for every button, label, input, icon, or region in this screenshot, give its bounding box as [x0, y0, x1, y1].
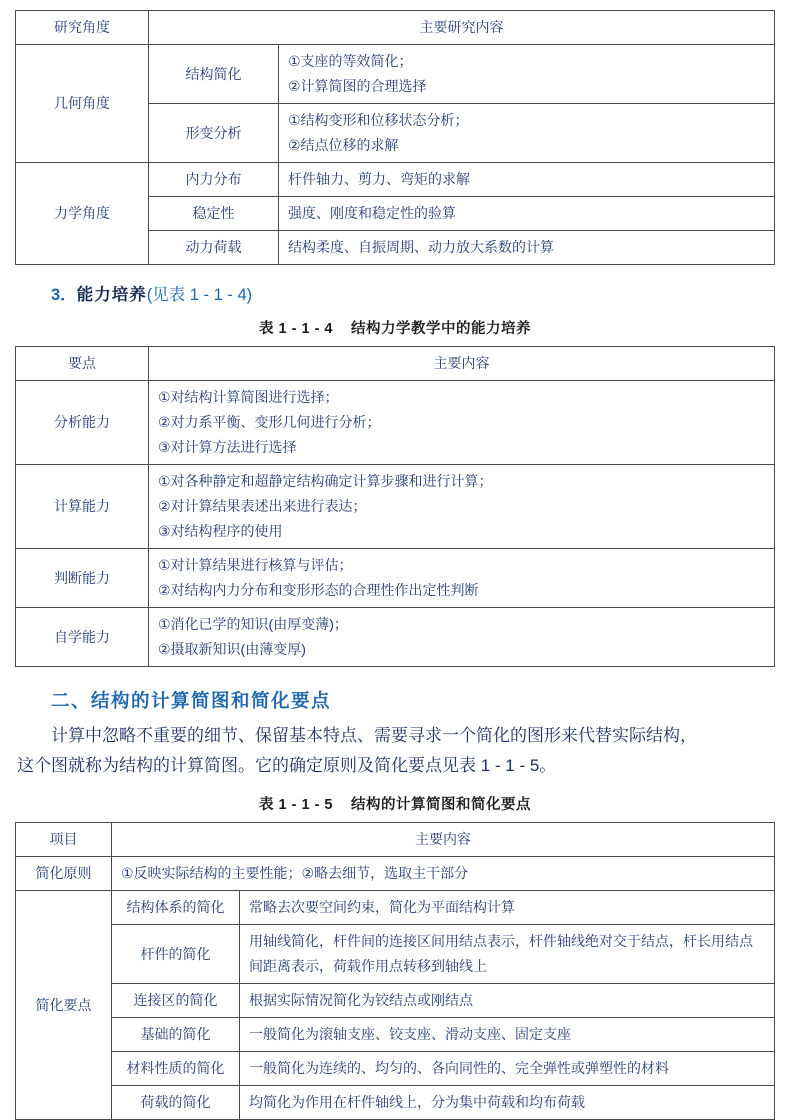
table-row: [16, 925, 775, 984]
header-cell-research-angle: 研究角度: [16, 11, 149, 45]
header-cell-item: 项目: [16, 823, 112, 857]
cell-content: 杆件轴力、剪力、弯矩的求解: [279, 163, 775, 197]
table-row: [16, 891, 775, 925]
cell-sub-label: 动力荷载: [149, 231, 279, 265]
table-row: [16, 1018, 775, 1052]
table-caption-1-1-5: [15, 793, 775, 814]
cell-sub-label: 结构简化: [149, 45, 279, 104]
table-header-row: [16, 11, 775, 45]
header-cell-main-content: 主要研究内容: [149, 11, 775, 45]
caption-number: 表 1 - 1 - 5: [259, 797, 333, 813]
body-paragraph: 计算中忽略不重要的细节、保留基本特点、需要寻求一个简化的图形来代替实际结构， 这个图就称为结构的计算简图。它的确定原则及简化要点见表 1 - 1 - 5。: [17, 726, 697, 775]
table-header-row: [16, 347, 775, 381]
cell-sub-label: 荷载的简化: [112, 1086, 240, 1120]
header-cell-keypoint: 要点: [16, 347, 149, 381]
cell-content: 用轴线简化，杆件间的连接区间用结点表示，杆件轴线绝对交于结点，杆长用结点间距离表示，荷载作用点转移到轴线上: [240, 925, 775, 984]
section-number: 3．: [51, 286, 77, 304]
cell-content: ①消化已学的知识(由厚变薄)； ②摄取新知识(由薄变厚): [149, 608, 775, 667]
cell-sub-label: 稳定性: [149, 197, 279, 231]
cell-principle-label: 简化原则: [16, 857, 112, 891]
cell-content: 一般简化为连续的、均匀的、各向同性的、完全弹性或弹塑性的材料: [240, 1052, 775, 1086]
cell-sub-label: 结构体系的简化: [112, 891, 240, 925]
cell-content: ①对结构计算简图进行选择； ②对力系平衡、变形几何进行分析； ③对计算方法进行选择: [149, 381, 775, 465]
table-row: [16, 163, 775, 197]
cell-content: ①对计算结果进行核算与评估； ②对结构内力分布和变形形态的合理性作出定性判断: [149, 549, 775, 608]
header-cell-main-content: 主要内容: [112, 823, 775, 857]
table-row: [16, 1052, 775, 1086]
table-header-row: [16, 823, 775, 857]
cell-content: 根据实际情况简化为铰结点或刚结点: [240, 984, 775, 1018]
cell-content: 一般简化为滚轴支座、铰支座、滑动支座、固定支座: [240, 1018, 775, 1052]
simplification-table: [15, 822, 775, 1120]
cell-content: 结构柔度、自振周期、动力放大系数的计算: [279, 231, 775, 265]
cell-content: ①支座的等效简化； ②计算简图的合理选择: [279, 45, 775, 104]
cell-sub-label: 内力分布: [149, 163, 279, 197]
cell-content: ①反映实际结构的主要性能；②略去细节，选取主干部分: [112, 857, 775, 891]
cell-content: ①结构变形和位移状态分析； ②结点位移的求解: [279, 104, 775, 163]
table-row: [16, 1086, 775, 1120]
table-row: [16, 465, 775, 549]
cell-ability-label: 计算能力: [16, 465, 149, 549]
cell-ability-label: 判断能力: [16, 549, 149, 608]
table-row: [16, 549, 775, 608]
cell-sub-label: 材料性质的简化: [112, 1052, 240, 1086]
cell-content: 均简化为作用在杆件轴线上，分为集中荷载和均布荷载: [240, 1086, 775, 1120]
cell-points-label: 简化要点: [16, 891, 112, 1120]
section-heading-simplification: 二、结构的计算简图和简化要点: [51, 692, 332, 712]
caption-title: 结构的计算简图和简化要点: [351, 797, 531, 813]
cell-sub-label: 杆件的简化: [112, 925, 240, 984]
cell-content: 强度、刚度和稳定性的验算: [279, 197, 775, 231]
research-angles-table: [15, 10, 775, 265]
cell-ability-label: 分析能力: [16, 381, 149, 465]
table-caption-1-1-4: [15, 317, 775, 338]
table-row: [16, 984, 775, 1018]
ability-table: [15, 346, 775, 667]
table-row: [16, 45, 775, 104]
caption-number: 表 1 - 1 - 4: [259, 321, 333, 337]
cell-ability-label: 自学能力: [16, 608, 149, 667]
cell-content: ①对各种静定和超静定结构确定计算步骤和进行计算； ②对计算结果表述出来进行表达； ③对结构程序的使用: [149, 465, 775, 549]
section-heading-ability: [51, 281, 775, 305]
caption-title: 结构力学教学中的能力培养: [351, 321, 531, 337]
table-row: [16, 608, 775, 667]
table-row: [16, 381, 775, 465]
section-table-reference: (见表 1 - 1 - 4): [146, 286, 253, 304]
cell-group-geometry: 几何角度: [16, 45, 149, 163]
section-title: 能力培养: [76, 286, 147, 304]
cell-sub-label: 形变分析: [149, 104, 279, 163]
header-cell-main-content: 主要内容: [149, 347, 775, 381]
cell-sub-label: 连接区的简化: [112, 984, 240, 1018]
cell-sub-label: 基础的简化: [112, 1018, 240, 1052]
cell-group-mechanics: 力学角度: [16, 163, 149, 265]
cell-content: 常略去次要空间约束，简化为平面结构计算: [240, 891, 775, 925]
table-row: [16, 857, 775, 891]
